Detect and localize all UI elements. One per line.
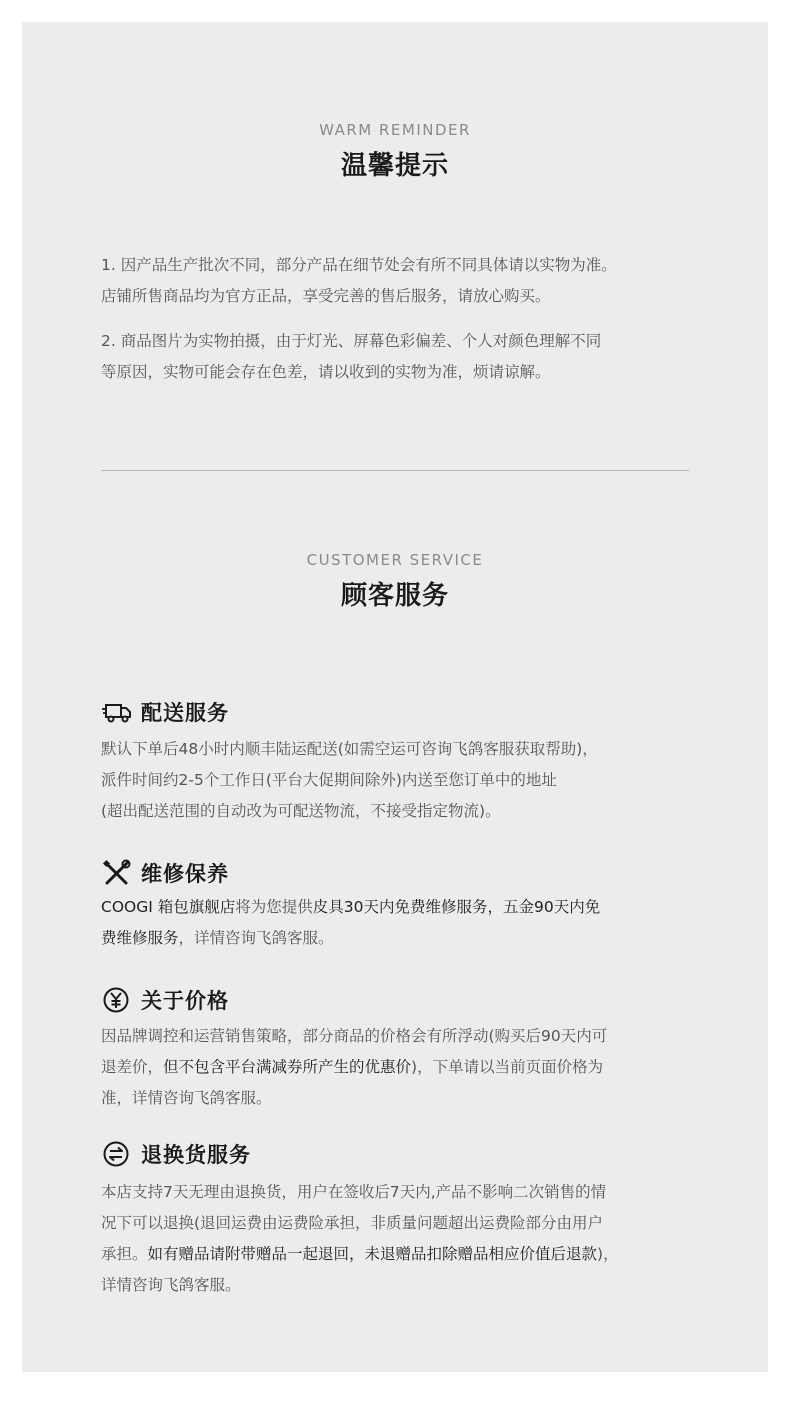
price-highlight: 但不包含平台满减券所产生的优惠价 [163, 1058, 412, 1076]
yen-icon [101, 986, 133, 1014]
delivery-heading [101, 697, 229, 727]
repair-store-name: COOGI 箱包旗舰店 [101, 898, 236, 916]
repair-text-1: 将为您提供 [235, 898, 313, 916]
price-text-3: )，下单请以当前页面价格为 [411, 1058, 604, 1076]
delivery-line-1: 默认下单后48小时内顺丰陆运配送(如需空运可咨询飞鸽客服获取帮助)， [101, 740, 598, 758]
repair-highlight-2: 费维修服务 [101, 929, 179, 947]
section-divider [101, 470, 689, 471]
repair-heading [101, 858, 229, 888]
returns-text-2: 况下可以退换(退回运费由运费险承担，非质量问题超出运费险部分由用户 [101, 1214, 604, 1232]
returns-text-5: 详情咨询飞鸽客服。 [101, 1276, 241, 1294]
repair-body [101, 892, 701, 954]
price-title: 关于价格 [141, 989, 229, 1013]
price-heading [101, 985, 229, 1015]
repair-title: 维修保养 [141, 862, 229, 886]
price-body [101, 1021, 701, 1114]
delivery-truck-icon [101, 698, 133, 726]
reminder-cn-title: 温馨提示 [340, 151, 449, 181]
returns-highlight: 如有赠品请附带赠品一起退回，未退赠品扣除赠品相应价值后退款 [147, 1245, 598, 1263]
reminder-en-title: WARM REMINDER [319, 121, 471, 139]
returns-text-1: 本店支持7天无理由退换货，用户在签收后7天内,产品不影响二次销售的情 [101, 1183, 607, 1201]
service-cn-title: 顾客服务 [340, 581, 449, 611]
returns-body [101, 1177, 701, 1301]
reminder-paragraph-2: 2. 商品图片为实物拍摄，由于灯光、屏幕色彩偏差、个人对颜色理解不同 等原因，实物可能会存在色差，请以收到的实物为准，烦请谅解。 [101, 332, 602, 381]
delivery-line-3: (超出配送范围的自动改为可配送物流，不接受指定物流)。 [101, 802, 501, 820]
service-en-title: CUSTOMER SERVICE [306, 551, 484, 569]
returns-text-4: )， [597, 1245, 619, 1263]
price-text-1: 因品牌调控和运营销售策略，部分商品的价格会有所浮动(购买后90天内可 [101, 1027, 608, 1045]
exchange-icon [101, 1140, 133, 1168]
returns-heading [101, 1139, 251, 1169]
delivery-line-2: 派件时间约2-5个工作日(平台大促期间除外)内送至您订单中的地址 [101, 771, 557, 789]
repair-text-2: ，详情咨询飞鸽客服。 [178, 929, 334, 947]
returns-text-3: 承担。 [101, 1245, 148, 1263]
delivery-title: 配送服务 [141, 701, 229, 725]
repair-highlight-1: 皮具30天内免费维修服务，五金90天内免 [312, 898, 601, 916]
tools-icon [101, 859, 133, 887]
price-text-4: 准，详情咨询飞鸽客服。 [101, 1089, 272, 1107]
price-text-2: 退差价， [101, 1058, 164, 1076]
reminder-paragraph-1: 1. 因产品生产批次不同，部分产品在细节处会有所不同具体请以实物为准。 店铺所售商品均为官方正品，享受完善的售后服务，请放心购买。 [101, 256, 617, 305]
returns-title: 退换货服务 [141, 1143, 251, 1167]
delivery-body [101, 734, 701, 827]
